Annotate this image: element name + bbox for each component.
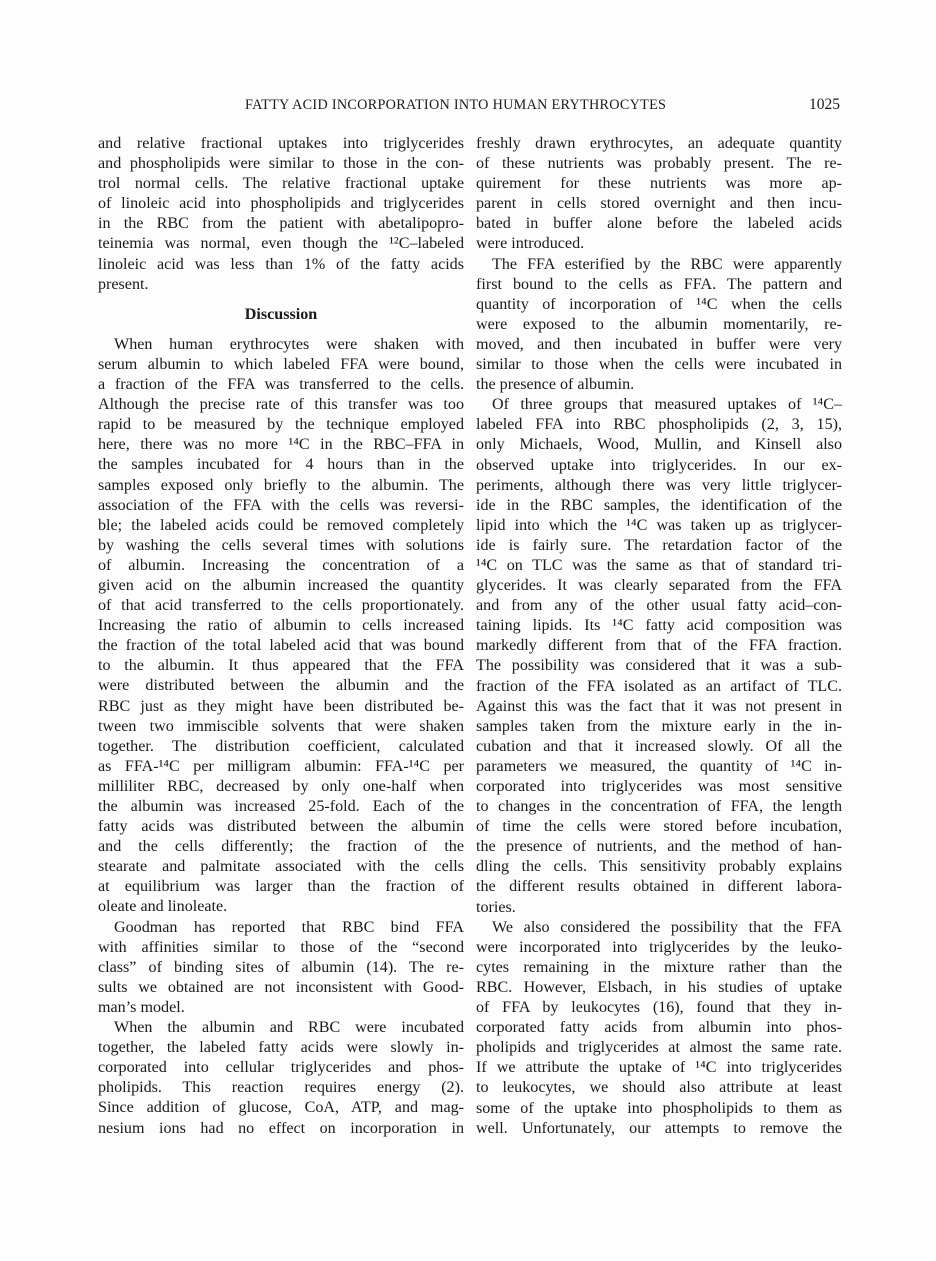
text-line: the fraction of the total labeled acid that was bound [98,637,464,655]
text-line: The FFA esterified by the RBC were apparently [492,255,842,273]
text-line: the presence of nutrients, and the method of han- [476,838,842,856]
text-line: When the albumin and RBC were incubated [114,1019,464,1037]
text-line: of that acid transferred to the cells proportionately. [98,597,464,615]
text-line: fraction of the FFA isolated as an artifact of TLC. [476,677,842,695]
text-line: ble; the labeled acids could be removed completely [98,516,464,534]
text-line: When human erythrocytes were shaken with [114,335,464,353]
text-line: and relative fractional uptakes into triglycerides [98,135,464,152]
text-line: cubation and that it increased slowly. Of all the [476,737,842,755]
text-line: linoleic acid was less than 1% of the fatty acids [98,255,464,273]
text-line: RBC just as they might have been distributed be- [98,697,464,715]
left-column [98,134,464,1139]
text-line: at equilibrium was larger than the fraction of [98,878,464,896]
text-line: serum albumin to which labeled FFA were bound, [98,355,464,373]
paragraph [98,335,464,918]
text-line: class” of binding sites of albumin (14). The re- [98,958,464,976]
text-line: tween two immiscible solvents that were shaken [98,717,464,735]
text-line: pholipids and triglycerides at almost the same rate. [476,1039,842,1057]
text-line: markedly different from that of the FFA fraction. [476,637,842,655]
text-line: the different results obtained in different labora- [476,878,842,896]
text-line: taining lipids. Its ¹⁴C fatty acid composition was [476,617,842,635]
paragraph [476,395,842,917]
text-line: of FFA by leukocytes (16), found that they in- [476,999,842,1017]
paragraph [476,255,842,396]
text-line: cytes remaining in the mixture rather than the [476,958,842,976]
text-line: Of three groups that measured uptakes of ¹⁴C– [492,396,842,414]
text-line: were incorporated into triglycerides by the leuko- [476,938,842,956]
text-line: samples exposed only briefly to the albumin. The [98,476,464,494]
text-line: periments, although there was very little triglycer- [476,476,842,494]
text-line: sults we obtained are not inconsistent with Good- [98,978,464,996]
text-line: Against this was the fact that it was not present in [476,697,842,715]
text-line: corporated fatty acids from albumin into phos- [476,1019,842,1037]
text-line: and the cells differently; the fraction of the [98,838,464,856]
text-line: corporated into triglycerides was most sensitive [476,778,842,795]
text-line: to changes in the concentration of FFA, the length [476,798,842,816]
text-line: to the albumin. It thus appeared that the FFA [98,657,464,675]
text-line: the samples incubated for 4 hours than in the [98,456,464,474]
text-line: the presence of albumin. [476,376,635,394]
text-line: Since addition of glucose, CoA, ATP, and mag- [98,1099,464,1117]
text-line: present. [98,275,149,293]
text-line: dling the cells. This sensitivity probably explains [476,858,842,876]
text-line: freshly drawn erythrocytes, an adequate quantity [476,135,842,152]
text-line: observed uptake into triglycerides. In our ex- [476,456,842,474]
text-line: ide is fairly sure. The retardation factor of the [476,536,842,554]
text-line: a fraction of the FFA was transferred to the cells. [98,376,464,394]
text-line: ¹⁴C on TLC was the same as that of standard tri- [476,556,842,574]
text-line: quantity of incorporation of ¹⁴C when the cells [476,295,842,313]
text-line: Goodman has reported that RBC bind FFA [114,918,464,936]
text-line: of albumin. Increasing the concentration of a [98,556,464,574]
text-line: fatty acids was distributed between the albumin [98,818,464,836]
text-line: together, the labeled fatty acids were slowly in- [98,1039,464,1057]
text-line: rapid to be measured by the technique employed [98,416,464,434]
text-line: only Michaels, Wood, Mullin, and Kinsell also [476,436,842,454]
paragraph [476,918,842,1139]
text-line: some of the uptake into phospholipids to them as [476,1099,842,1117]
text-line: ide in the RBC samples, the identification of the [476,496,842,514]
paragraph [98,1018,464,1139]
text-line: first bound to the cells as FFA. The pattern and [476,275,842,293]
text-line: to leukocytes, we should also attribute at least [476,1079,842,1097]
paragraph [98,134,464,295]
text-line: oleate and linoleate. [98,898,228,916]
text-line: here, there was no more ¹⁴C in the RBC–FFA in [98,436,464,454]
text-line: We also considered the possibility that the FFA [492,918,842,936]
text-line: corporated into cellular triglycerides and phos- [98,1059,464,1077]
text-line: stearate and palmitate associated with the cells [98,858,464,876]
text-line: and from any of the other usual fatty acid–con- [476,597,842,615]
text-line: Although the precise rate of this transfer was too [98,396,464,414]
section-heading-discussion: Discussion [244,305,318,323]
text-line: well. Unfortunately, our attempts to remove the [476,1119,842,1137]
text-line: in the RBC from the patient with abetalipopro- [98,215,464,233]
text-line: nesium ions had no effect on incorporation in [98,1119,464,1137]
text-line: were distributed between the albumin and the [98,677,464,695]
text-line: were introduced. [476,235,585,253]
text-line: tories. [476,898,516,916]
text-line: moved, and then incubated in buffer were very [476,335,842,353]
text-line: pholipids. This reaction requires energy (2). [98,1079,464,1097]
text-line: Increasing the ratio of albumin to cells increased [98,617,464,635]
text-line: trol normal cells. The relative fractional uptake [98,175,464,193]
text-line: labeled FFA into RBC phospholipids (2, 3, 15), [476,416,842,434]
text-line: quirement for these nutrients was more ap- [476,175,842,193]
text-line: man’s model. [98,998,185,1016]
text-line: The possibility was considered that it was a sub- [476,657,842,675]
text-line: given acid on the albumin increased the quantity [98,576,464,594]
text-line: glycerides. It was clearly separated from the FFA [476,577,842,595]
text-line: lipid into which the ¹⁴C was taken up as triglycer- [476,516,842,534]
text-line: as FFA-¹⁴C per milligram albumin: FFA-¹⁴C per [98,757,464,775]
text-line: similar to those when the cells were incubated in [476,356,842,374]
text-line: by washing the cells several times with solutions [98,536,464,554]
text-line: association of the FFA with the cells was reversi- [98,496,464,514]
text-line: teinemia was normal, even though the ¹²C–labeled [98,235,464,253]
text-line: samples taken from the mixture early in the in- [476,717,842,735]
text-line: RBC. However, Elsbach, in his studies of uptake [476,978,842,996]
text-line: and phospholipids were similar to those in the con- [98,155,464,173]
text-line: parameters we measured, the quantity of ¹⁴C in- [476,757,842,775]
text-line: bated in buffer alone before the labeled acids [476,215,842,233]
text-line: with affinities similar to those of the “second [98,938,464,956]
text-line: were exposed to the albumin momentarily, re- [476,315,842,333]
text-line: the albumin was increased 25-fold. Each of the [98,798,464,815]
text-line: of these nutrients was probably present. The re- [476,155,842,173]
text-line: of linoleic acid into phospholipids and triglycerides [98,195,464,213]
text-line: of time the cells were stored before incubation, [476,818,842,836]
right-column [476,134,842,1139]
paragraph [98,918,464,1018]
running-title: FATTY ACID INCORPORATION INTO HUMAN ERYTHROCYTES [245,97,667,113]
text-line: parent in cells stored overnight and then incu- [476,195,842,213]
text-line: If we attribute the uptake of ¹⁴C into triglycerides [476,1059,842,1077]
text-line: milliliter RBC, decreased by only one-half when [98,777,464,795]
paragraph [476,134,842,255]
page-number: 1025 [809,96,840,113]
text-line: together. The distribution coefficient, calculated [98,737,464,755]
